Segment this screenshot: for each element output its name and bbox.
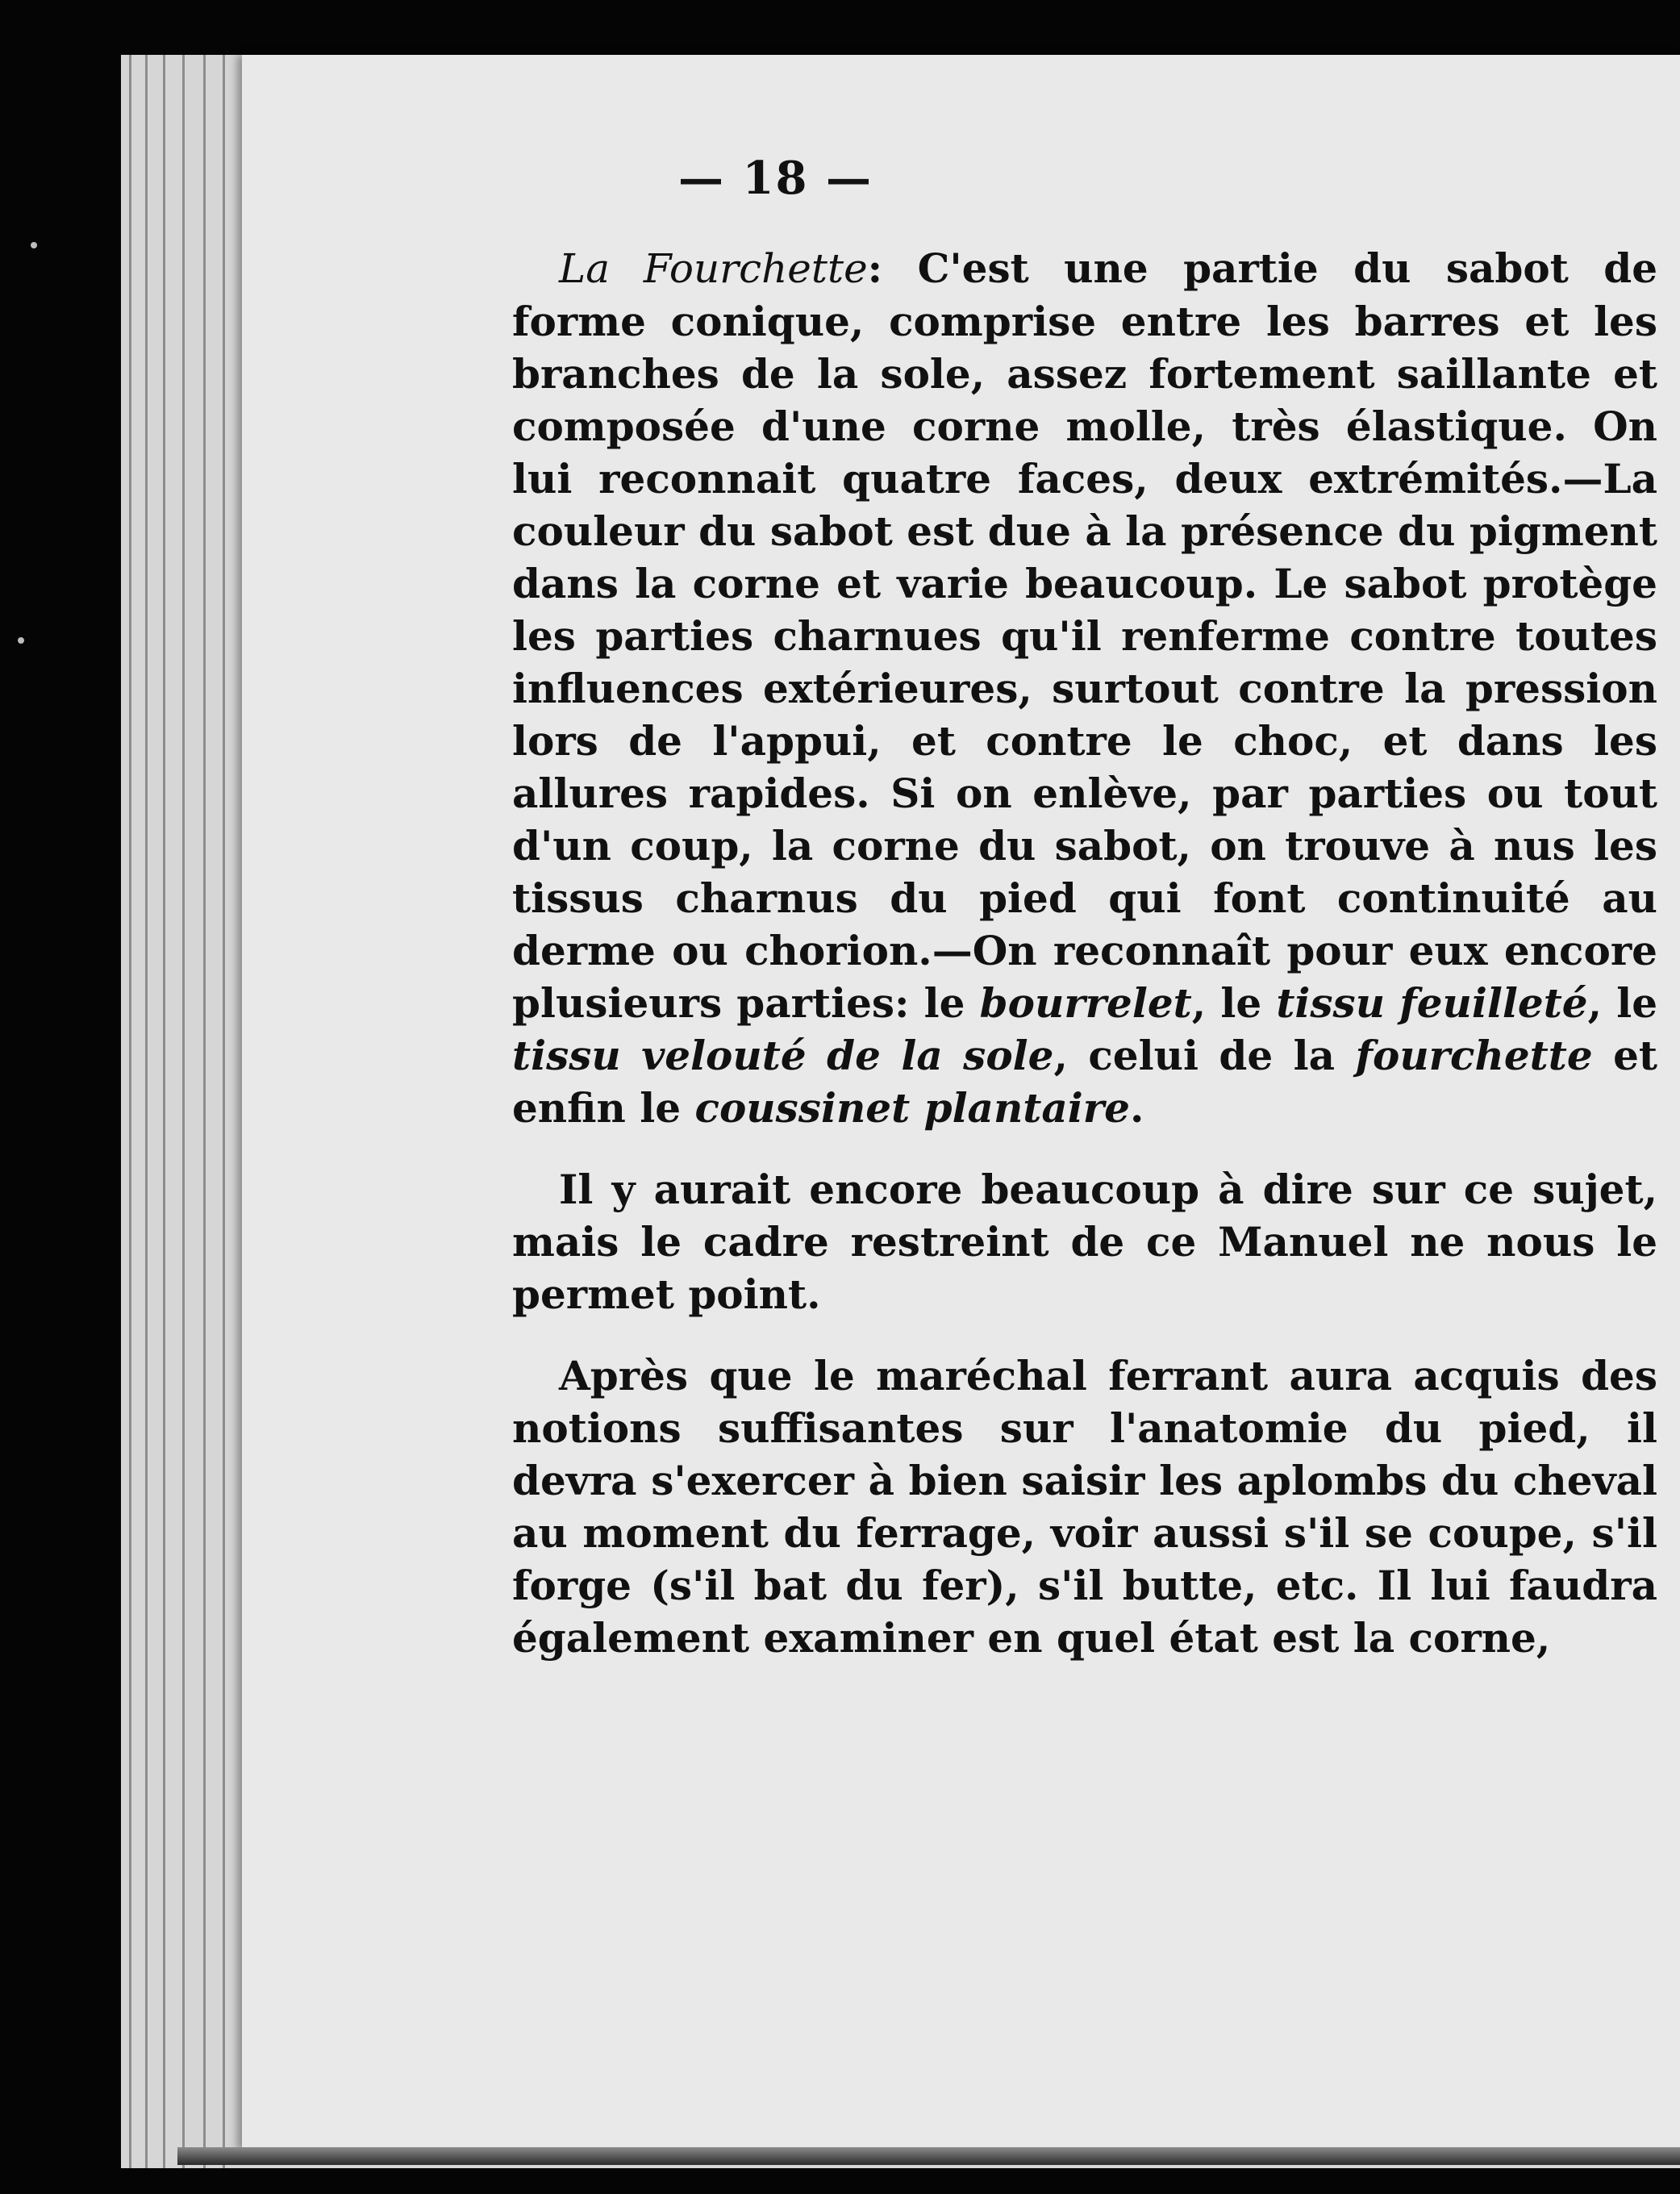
lead-separator: : (867, 244, 918, 292)
page-leaf (203, 55, 206, 2168)
paragraph-text: C'est une partie du sabot de forme conique, comprise entre les barres et les branches de la sole, assez fortement saillante et composée d'une corne molle, très élastique. On lui reconnait quatre faces, deux extrémités.—La couleur du sabot est due à la présence du pigment dans la corne et varie beaucoup. Le sabot protège les parties charnues qu'il renferme contre toutes influences extérieures, surtout contre la pression lors de l'appui, et contre le choc, et dans les allures rapides. Si on enlève, par parties ou tout d'un coup, la corne du sabot, on trouve à nus les tissus charnus du pied qui font continuité au derme ou chorion.—On reconnaît pour eux encore plusieurs parties: le (512, 244, 1658, 1027)
section-lead: La Fourchette (559, 245, 868, 292)
term-bourrelet: bourrelet (979, 979, 1192, 1027)
paragraph-sujet: Il y aurait encore beaucoup à dire sur ce sujet, mais le cadre restreint de ce Manuel ne nous le permet point. (512, 1166, 1657, 1318)
term-tissu-feuillete: tissu feuilleté (1276, 979, 1588, 1027)
term-tissu-veloute: tissu velouté de la sole (512, 1032, 1054, 1079)
page-number: — 18 — (678, 152, 873, 205)
page-leaf (145, 55, 148, 2168)
page-leaf (223, 55, 225, 2168)
connector-text: et enfin le (512, 1032, 1657, 1132)
page-bottom-edge (177, 2147, 1680, 2165)
paragraph-marechal: Après que le maréchal ferrant aura acquis des notions suffisantes sur l'anatomie du pied, il devra s'exercer à bien saisir les aplombs du cheval au moment du ferrage, voir aussi s'il se coupe, s'il forge (s'il bat du fer), s'il butte, etc. Il lui faudra également examiner en quel état est la corne, (512, 1352, 1657, 1662)
dust-speck (31, 242, 37, 248)
page-body (512, 242, 1657, 1664)
connector-text: , le (1191, 979, 1277, 1027)
connector-text: , le (1587, 979, 1658, 1027)
closing-punctuation: . (1129, 1084, 1144, 1132)
paragraph-fourchette (512, 242, 1657, 1134)
term-fourchette: fourchette (1355, 1032, 1593, 1079)
page-leaf (163, 55, 165, 2168)
connector-text: , celui de la (1053, 1032, 1356, 1079)
page-leaf (129, 55, 131, 2168)
term-coussinet-plantaire: coussinet plantaire (694, 1084, 1130, 1132)
page-leaf (182, 55, 185, 2168)
dust-speck (18, 637, 24, 644)
